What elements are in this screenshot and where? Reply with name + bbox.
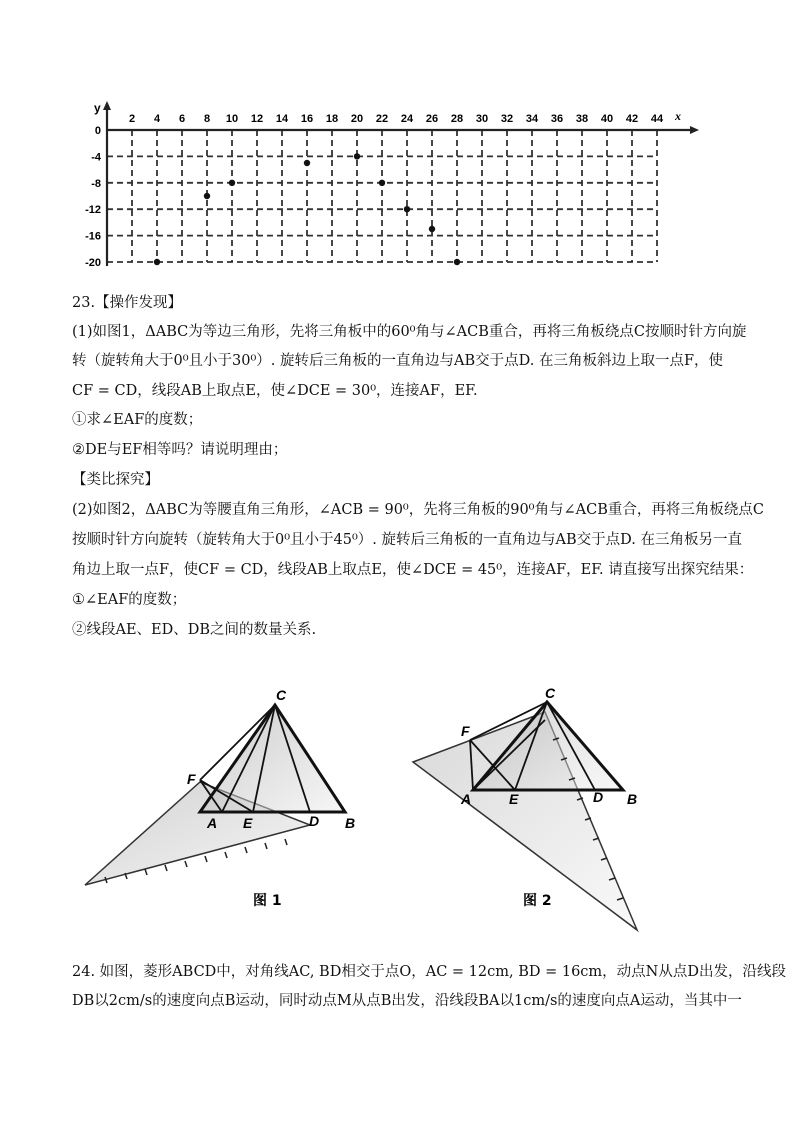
fig1-label-E: E	[243, 815, 253, 831]
x-tick-label: 44	[650, 113, 664, 125]
fig2-label-D: D	[593, 789, 604, 805]
data-point	[379, 180, 385, 186]
data-point	[154, 259, 160, 265]
y-axis-label: y	[94, 101, 101, 115]
y-tick-label: 0	[94, 125, 101, 137]
data-point	[304, 160, 310, 166]
x-tick-label: 18	[325, 113, 339, 125]
x-tick-labels	[129, 113, 664, 125]
data-point	[354, 153, 360, 159]
q24-line1: 24. 如图，菱形ABCD中，对角线AC, BD相交于点O，AC = 12cm, BD = 16cm，动点N从点D出发，沿线段	[72, 964, 786, 980]
x-tick-label: 14	[275, 113, 289, 125]
x-tick-label: 34	[525, 113, 539, 125]
q23-heading: 23.【操作发现】	[72, 295, 183, 311]
y-tick-label: -8	[91, 177, 101, 190]
fig2-label-A: A	[461, 791, 472, 807]
x-tick-label: 6	[178, 113, 186, 125]
x-axis-label: x	[675, 109, 681, 123]
fig1-label-C: C	[276, 687, 287, 703]
x-tick-label: 42	[625, 113, 639, 125]
y-tick-labels	[85, 125, 102, 269]
coordinate-grid-chart	[85, 98, 705, 273]
x-tick-label: 10	[225, 113, 239, 125]
x-tick-label: 24	[400, 113, 414, 125]
x-tick-label: 38	[575, 113, 589, 125]
figure-1	[85, 687, 355, 909]
q24-line2: DB以2cm/s的速度向点B运动，同时动点M从点B出发，沿线段BA以1cm/s的速度向点A运动，当其中一	[72, 993, 742, 1009]
fig1-label-A: A	[207, 815, 218, 831]
x-tick-label: 36	[550, 113, 564, 125]
q23-question1: ①求∠EAF的度数；	[72, 412, 203, 428]
y-tick-label: -12	[85, 204, 101, 217]
q23-part1-line1: (1)如图1，ΔABC为等边三角形，先将三角板中的60⁰角与∠ACB重合，再将三角板绕点C按顺时针方向旋	[72, 324, 747, 340]
fig1-label-B: B	[345, 815, 356, 831]
q23-part2-line3: 角边上取一点F，使CF = CD，线段AB上取点E，使∠DCE = 45⁰，连接AF，EF. 请直接写出探究结果：	[72, 562, 754, 578]
fig1-label-F: F	[187, 771, 196, 787]
x-tick-label: 26	[425, 113, 439, 125]
grid-lines	[107, 130, 657, 262]
fig2-label-C: C	[545, 685, 556, 701]
q23-result1: ①∠EAF的度数；	[72, 592, 187, 608]
fig1-label-D: D	[309, 813, 320, 829]
data-point	[229, 180, 235, 186]
x-tick-label: 4	[153, 113, 161, 125]
y-tick-label: -16	[85, 230, 101, 243]
data-point	[204, 193, 210, 199]
q23-part1-line2: 转（旋转角大于0⁰且小于30⁰）. 旋转后三角板的一直角边与AB交于点D. 在三角板斜边上取一点F，使	[72, 353, 724, 369]
x-tick-label: 12	[250, 113, 264, 125]
y-tick-label: -4	[91, 151, 101, 164]
q23-part2-line1: (2)如图2，ΔABC为等腰直角三角形，∠ACB = 90⁰，先将三角板的90⁰角与∠ACB重合，再将三角板绕点C	[72, 502, 764, 518]
x-tick-label: 16	[300, 113, 314, 125]
fig2-label-E: E	[509, 791, 519, 807]
figure-2-caption: 图 2	[523, 893, 552, 909]
q23-part2-line2: 按顺时针方向旋转（旋转角大于0⁰且小于45⁰）. 旋转后三角板的一直角边与AB交于点D. 在三角板另一直	[72, 532, 742, 548]
figure-2	[413, 685, 637, 930]
data-point	[454, 259, 460, 265]
x-tick-label: 2	[128, 113, 136, 125]
q23-heading2: 【类比探究】	[72, 472, 159, 488]
geometry-figures	[75, 680, 725, 940]
x-tick-label: 20	[350, 113, 364, 125]
x-tick-label: 28	[450, 113, 464, 125]
q23-result2: ②线段AE、ED、DB之间的数量关系.	[72, 622, 317, 638]
x-tick-label: 40	[600, 113, 614, 125]
q23-question2: ②DE与EF相等吗？请说明理由；	[72, 442, 288, 458]
x-tick-label: 8	[203, 113, 211, 125]
x-tick-label: 30	[475, 113, 489, 125]
x-tick-label: 32	[500, 113, 514, 125]
data-point	[429, 226, 435, 232]
figure-1-caption: 图 1	[253, 893, 282, 909]
y-tick-label: -20	[85, 257, 101, 269]
fig2-label-B: B	[627, 791, 638, 807]
data-point	[404, 206, 410, 212]
x-tick-label: 22	[375, 113, 389, 125]
q23-part1-line3: CF = CD，线段AB上取点E，使∠DCE = 30⁰，连接AF，EF.	[72, 383, 478, 399]
fig2-label-F: F	[461, 723, 470, 739]
